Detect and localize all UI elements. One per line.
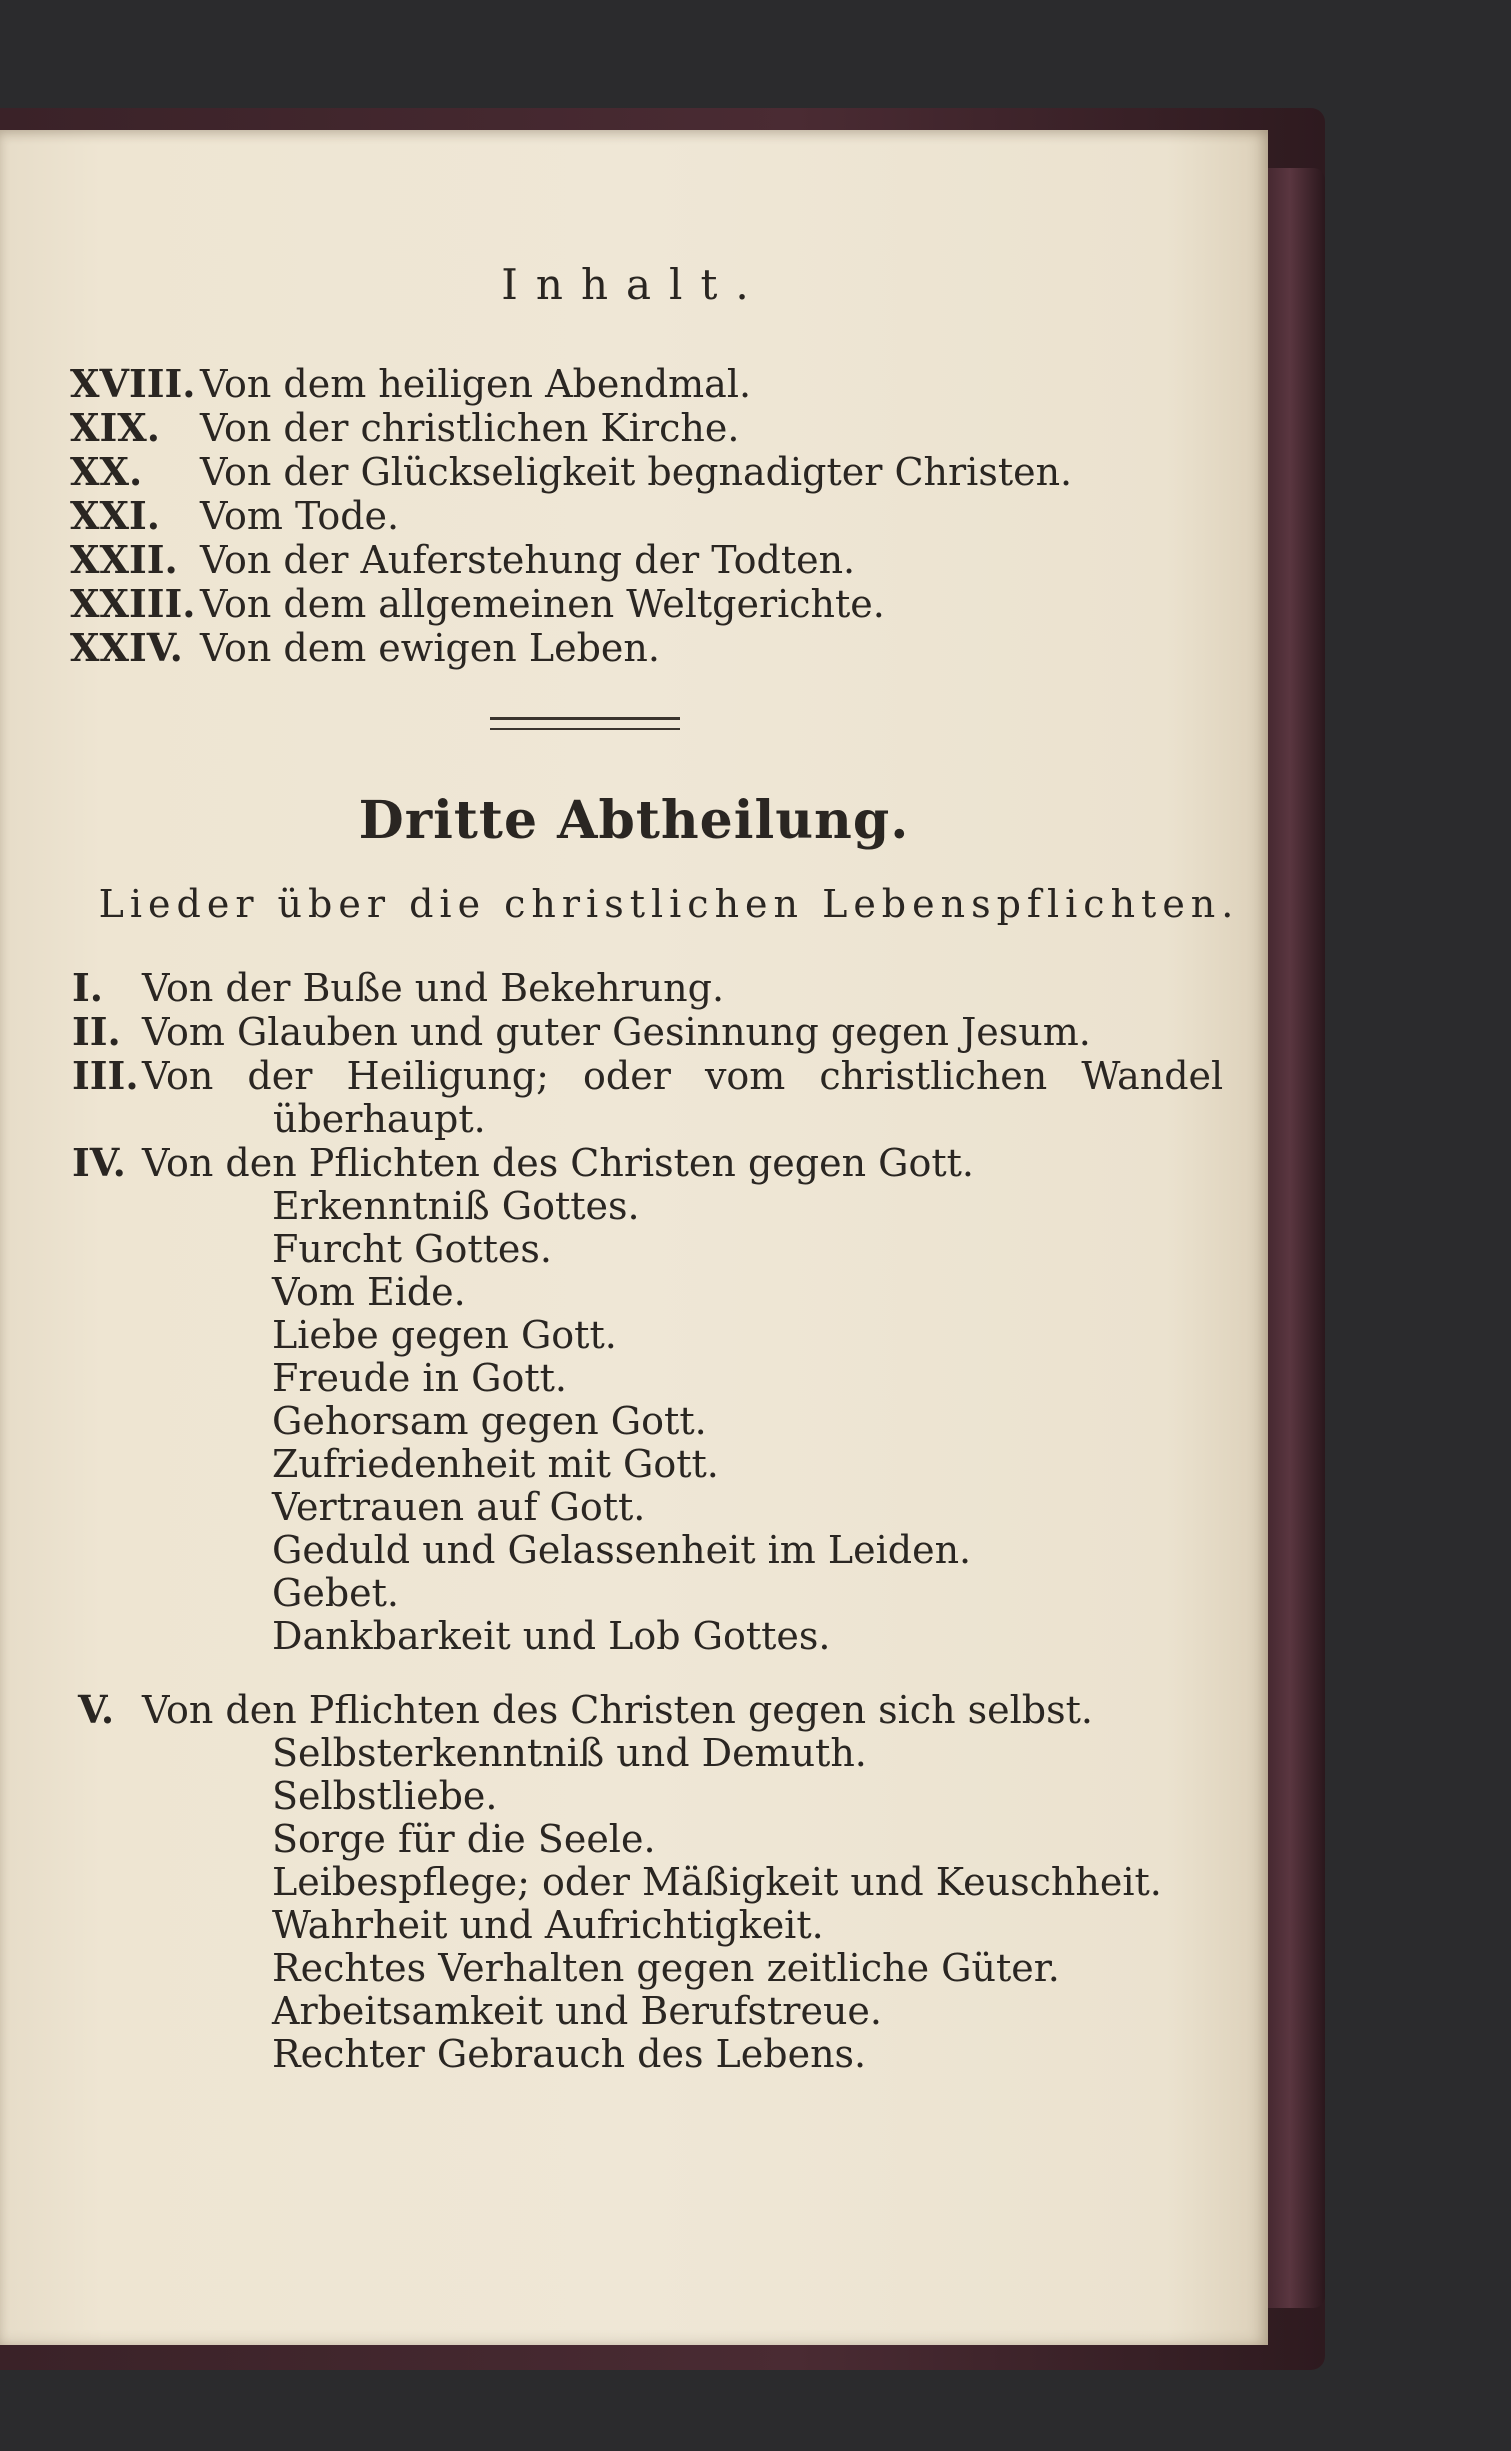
- entry-number: XIX.: [70, 405, 160, 450]
- entry-number: XXI.: [70, 493, 160, 538]
- sub-entry: Dankbarkeit und Lob Gottes.: [272, 1614, 831, 1658]
- sub-entry: Gebet.: [272, 1571, 400, 1615]
- entry-title: Vom Tode.: [200, 494, 400, 538]
- sub-entry: Rechter Gebrauch des Lebens.: [272, 2032, 867, 2076]
- sub-entry: Zufriedenheit mit Gott.: [272, 1442, 719, 1486]
- toc-entry: [70, 494, 1072, 538]
- sub-entry: Leibespflege; oder Mäßigkeit und Keuschheit.: [272, 1860, 1162, 1904]
- book-page: [0, 130, 1268, 2345]
- sub-entry: Vertrauen auf Gott.: [272, 1485, 646, 1529]
- entry-continuation: überhaupt.: [273, 1097, 486, 1141]
- sub-entry: Arbeitsamkeit und Berufstreue.: [272, 1989, 882, 2033]
- sub-entry: Vom Eide.: [272, 1270, 466, 1314]
- entry-number: II.: [72, 1009, 121, 1054]
- entry-number: XX.: [70, 449, 143, 494]
- entry-number: V.: [78, 1687, 115, 1732]
- sub-entry: Gehorsam gegen Gott.: [272, 1399, 707, 1443]
- toc-entry: [70, 406, 1072, 450]
- toc-entry: [72, 1141, 1223, 1185]
- section-title: Dritte Abtheilung.: [358, 790, 910, 851]
- sub-entry: Liebe gegen Gott.: [272, 1313, 617, 1357]
- toc-main-list: [72, 966, 1223, 2076]
- sub-entry: Selbsterkenntniß und Demuth.: [272, 1731, 867, 1775]
- entry-number: III.: [72, 1053, 139, 1098]
- section-subtitle: Lieder über die christlichen Lebenspflichten.: [98, 882, 1240, 926]
- sub-entry: Freude in Gott.: [272, 1356, 567, 1400]
- entry-title: Von der Buße und Bekehrung.: [142, 966, 725, 1010]
- toc-entry: [72, 1054, 1223, 1098]
- toc-entry: [70, 362, 1072, 406]
- entry-number: XXIV.: [70, 625, 183, 670]
- entry-title: Von dem heiligen Abendmal.: [200, 362, 752, 406]
- sub-entry: Rechtes Verhalten gegen zeitliche Güter.: [272, 1946, 1060, 1990]
- sub-entry: Furcht Gottes.: [272, 1227, 552, 1271]
- entry-title: Von den Pflichten des Christen gegen sich selbst.: [142, 1688, 1093, 1732]
- toc-entry: [70, 582, 1072, 626]
- toc-entry: [72, 1010, 1223, 1054]
- toc-top-list: [70, 362, 1072, 670]
- entry-number: IV.: [72, 1140, 126, 1185]
- toc-entry: [70, 450, 1072, 494]
- sub-entry: Sorge für die Seele.: [272, 1817, 656, 1861]
- section-divider: [490, 717, 680, 730]
- entry-title: Von dem ewigen Leben.: [200, 626, 660, 670]
- toc-entry: [72, 1688, 1223, 1732]
- sub-entry: Selbstliebe.: [272, 1774, 498, 1818]
- entry-title: Von der Glückseligkeit begnadigter Christen.: [200, 450, 1073, 494]
- entry-number: I.: [72, 965, 104, 1010]
- toc-entry: [70, 538, 1072, 582]
- sub-entry: Erkenntniß Gottes.: [272, 1184, 640, 1228]
- spacer: [72, 1658, 1223, 1688]
- sub-entry: Geduld und Gelassenheit im Leiden.: [272, 1528, 972, 1572]
- toc-entry: [72, 966, 1223, 1010]
- entry-number: XXII.: [70, 537, 178, 582]
- toc-entry: [70, 626, 1072, 670]
- entry-title: Vom Glauben und guter Gesinnung gegen Jesum.: [142, 1010, 1091, 1054]
- entry-title: Von den Pflichten des Christen gegen Gott.: [142, 1141, 974, 1185]
- entry-title: Von der Heiligung; oder vom christlichen Wandel: [142, 1054, 1224, 1098]
- page-header: Inhalt.: [501, 260, 767, 309]
- entry-title: Von der Auferstehung der Todten.: [200, 538, 856, 582]
- entry-number: XXIII.: [70, 581, 196, 626]
- entry-title: Von der christlichen Kirche.: [200, 406, 740, 450]
- entry-number: XVIII.: [70, 361, 196, 406]
- entry-title: Von dem allgemeinen Weltgerichte.: [200, 582, 885, 626]
- sub-entry: Wahrheit und Aufrichtigkeit.: [272, 1903, 824, 1947]
